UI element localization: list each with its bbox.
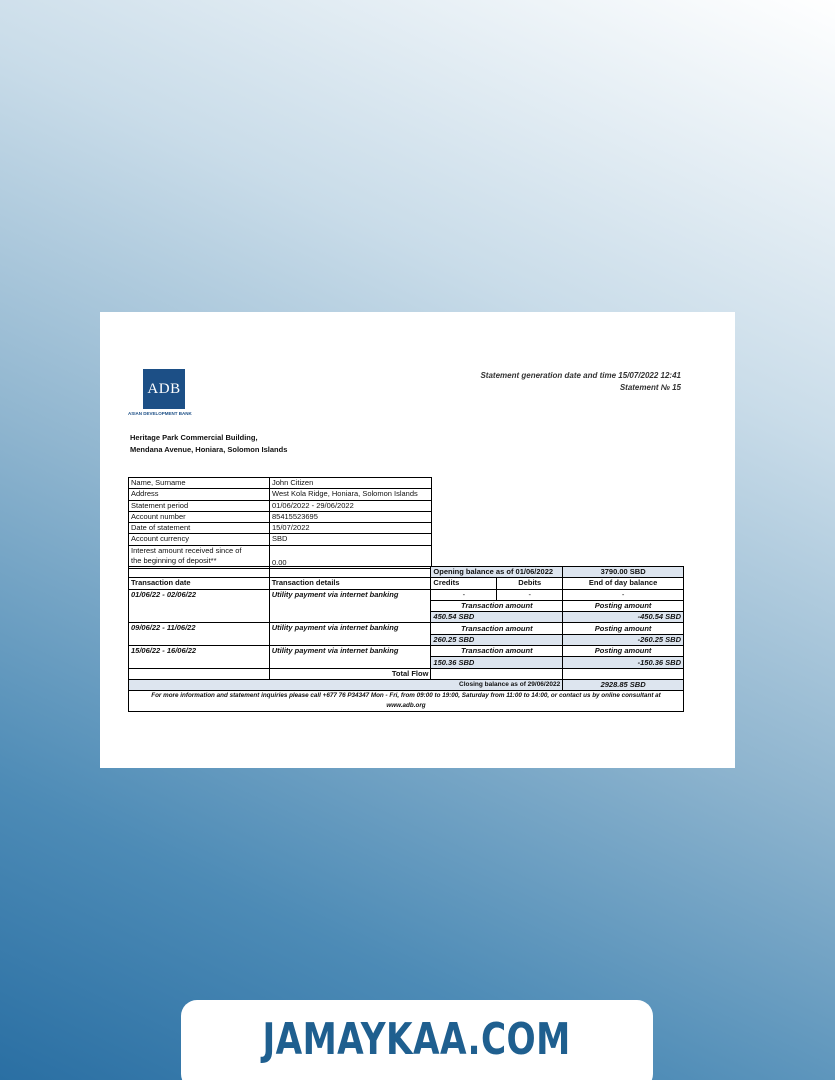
header-details: Transaction details xyxy=(269,578,431,589)
total-flow-label: Total Flow xyxy=(269,668,431,679)
tx-amount: 450.54 SBD xyxy=(431,612,563,623)
statement-number: Statement № 15 xyxy=(619,383,681,392)
info-label xyxy=(129,545,270,568)
tx-date: 15/06/22 - 16/06/22 xyxy=(129,646,270,669)
tx-posting-label: Posting amount xyxy=(563,646,684,657)
tx-credits: - xyxy=(431,589,497,600)
table-row xyxy=(129,623,684,634)
opening-balance-row xyxy=(129,567,684,578)
info-label: Address xyxy=(129,489,270,500)
interest-label-1: Interest amount received since of xyxy=(131,545,242,555)
table-row xyxy=(129,589,684,600)
header-end-balance: End of day balance xyxy=(563,578,684,589)
tx-amount-label: Transaction amount xyxy=(431,623,563,634)
footnote-row xyxy=(129,691,684,712)
closing-balance-value: 2928.85 SBD xyxy=(563,679,684,690)
header-debits: Debits xyxy=(497,578,563,589)
info-label: Date of statement xyxy=(129,523,270,534)
adb-logo xyxy=(143,369,185,409)
info-row xyxy=(129,545,432,568)
bank-address xyxy=(130,432,287,456)
opening-balance-label: Opening balance as of 01/06/2022 xyxy=(431,567,563,578)
logo-subtitle: ASIAN DEVELOPMENT BANK xyxy=(128,411,192,416)
tx-amount: 260.25 SBD xyxy=(431,634,563,645)
info-value: 15/07/2022 xyxy=(270,523,432,534)
info-label: Account number xyxy=(129,511,270,522)
client-info-table xyxy=(128,477,432,569)
tx-amount-label: Transaction amount xyxy=(431,646,563,657)
tx-details: Utility payment via internet banking xyxy=(269,646,431,669)
info-label: Account currency xyxy=(129,534,270,545)
closing-balance-label: Closing balance as of 29/06/2022 xyxy=(129,679,563,690)
watermark-banner xyxy=(181,1000,653,1080)
info-row xyxy=(129,500,432,511)
tx-posting: -450.54 SBD xyxy=(563,612,684,623)
footnote: For more information and statement inquiries please call +677 76 P34347 Mon - Fri, from 09:00 to 19:00, Saturday from 11:00 to 14:00, or contact us by online consultant at www.adb.org xyxy=(129,691,684,712)
info-label: Name, Surname xyxy=(129,478,270,489)
closing-balance-row xyxy=(129,679,684,690)
header-date: Transaction date xyxy=(129,578,270,589)
watermark-text: JAMAYKAA.COM xyxy=(262,1014,572,1065)
tx-debits: - xyxy=(497,589,563,600)
info-row xyxy=(129,534,432,545)
bank-statement-document xyxy=(100,312,735,768)
tx-posting: -150.36 SBD xyxy=(563,657,684,668)
opening-balance-value: 3790.00 SBD xyxy=(563,567,684,578)
tx-details: Utility payment via internet banking xyxy=(269,623,431,646)
info-value: 85415523695 xyxy=(270,511,432,522)
tx-date: 01/06/22 - 02/06/22 xyxy=(129,589,270,623)
tx-details: Utility payment via internet banking xyxy=(269,589,431,623)
info-value: John Citizen xyxy=(270,478,432,489)
info-row xyxy=(129,511,432,522)
interest-label-2: the beginning of deposit** xyxy=(131,555,217,565)
tx-posting: -260.25 SBD xyxy=(563,634,684,645)
tx-date: 09/06/22 - 11/06/22 xyxy=(129,623,270,646)
tx-posting-label: Posting amount xyxy=(563,623,684,634)
tx-amount-label: Transaction amount xyxy=(431,600,563,611)
header-credits: Credits xyxy=(431,578,497,589)
info-label: Statement period xyxy=(129,500,270,511)
info-value: 01/06/2022 - 29/06/2022 xyxy=(270,500,432,511)
address-line-1: Heritage Park Commercial Building, xyxy=(130,433,258,442)
info-value: SBD xyxy=(270,534,432,545)
address-line-2: Mendana Avenue, Honiara, Solomon Islands xyxy=(130,445,288,454)
header-row xyxy=(129,578,684,589)
info-row xyxy=(129,478,432,489)
logo-text: ADB xyxy=(147,380,181,397)
total-flow-row xyxy=(129,668,684,679)
tx-posting-label: Posting amount xyxy=(563,600,684,611)
table-row xyxy=(129,646,684,657)
tx-amount: 150.36 SBD xyxy=(431,657,563,668)
info-value: 0.00 xyxy=(270,545,432,568)
info-row xyxy=(129,489,432,500)
generation-date: Statement generation date and time 15/07/2022 12:41 xyxy=(480,371,681,380)
info-row xyxy=(129,523,432,534)
statement-meta xyxy=(480,370,681,394)
tx-end-balance: - xyxy=(563,589,684,600)
transactions-table xyxy=(128,566,684,712)
info-value: West Kola Ridge, Honiara, Solomon Islands xyxy=(270,489,432,500)
